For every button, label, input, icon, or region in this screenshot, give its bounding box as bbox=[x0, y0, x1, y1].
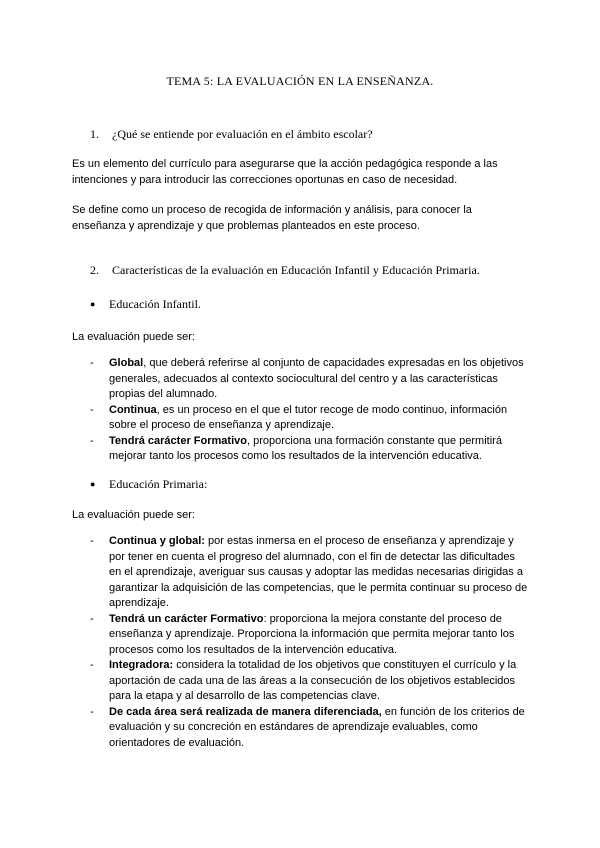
list-item-text: , es un proceso en el que el tutor recoge de modo continuo, información sobre el proceso de enseñanza y aprendizaje. bbox=[109, 403, 508, 431]
primaria-list bbox=[90, 534, 530, 751]
list-item bbox=[90, 705, 530, 752]
list-item-text: por estas inmersa en el proceso de enseñanza y aprendizaje y por tener en cuenta el progreso del alumnado, con el fin de detectar las dificultades en el aprendizaje, averiguar sus causas y adoptar las medidas necesarias dirigidas a garantizar la adquisición de las competencias, que le permita continuar su proceso de aprendizaje. bbox=[109, 535, 528, 609]
infantil-heading-text: Educación Infantil. bbox=[109, 297, 201, 311]
list-item-bold: Tendrá carácter Formativo bbox=[109, 434, 247, 447]
list-item bbox=[90, 434, 530, 465]
dash-icon: - bbox=[90, 659, 94, 671]
section-1-paragraph-1: Es un elemento del currículo para asegurarse que la acción pedagógica responde a las intenciones y para introducir las correcciones oportunas en caso de necesidad. bbox=[72, 158, 498, 186]
bullet-icon: ● bbox=[90, 479, 96, 489]
list-item bbox=[90, 658, 530, 705]
infantil-list bbox=[90, 356, 530, 465]
list-item-text: : proporciona la mejora constante del proceso de enseñanza y aprendizaje. Proporciona la información que permita mejorar tanto los procesos como los resultados de la intervención educativa. bbox=[109, 612, 515, 656]
section-2-heading bbox=[90, 263, 480, 278]
infantil-heading bbox=[90, 297, 201, 312]
list-item-text: en función de los criterios de evaluación y su concreción en estándares de aprendizaje evaluables, como orientadores de evaluación. bbox=[109, 705, 525, 749]
list-item-bold: Global bbox=[109, 357, 144, 369]
list-item-bold: Integradora: bbox=[109, 659, 174, 671]
section-2-heading-text: Características de la evaluación en Educación Infantil y Educación Primaria. bbox=[112, 263, 480, 277]
section-2-number: 2. bbox=[90, 263, 99, 277]
dash-icon: - bbox=[90, 434, 94, 447]
section-1-heading bbox=[90, 127, 373, 142]
section-1-heading-text: ¿Qué se entiende por evaluación en el ámbito escolar? bbox=[112, 127, 373, 141]
list-item bbox=[90, 356, 530, 403]
section-1-number: 1. bbox=[90, 127, 99, 141]
list-item-bold: Continua y global: bbox=[109, 535, 205, 547]
dash-icon: - bbox=[90, 705, 94, 718]
primaria-heading bbox=[90, 477, 207, 492]
list-item-text: , que deberá referirse al conjunto de capacidades expresadas en los objetivos generales, adecuados al contexto sociocultural del centro y a las características propias del alumnado. bbox=[109, 357, 524, 400]
dash-icon: - bbox=[90, 403, 94, 416]
list-item-text: considera la totalidad de los objetivos que constituyen el currículo y la aportación de cada una de las áreas a la consecución de los objetivos establecidos para la etapa y al desarrollo de las competencias clave. bbox=[109, 659, 517, 702]
document-title: TEMA 5: LA EVALUACIÓN EN LA ENSEÑANZA. bbox=[166, 74, 434, 88]
list-item bbox=[90, 534, 530, 612]
primaria-heading-text: Educación Primaria: bbox=[109, 477, 208, 491]
list-item-bold: De cada área será realizada de manera diferenciada, bbox=[109, 705, 382, 718]
dash-icon: - bbox=[90, 357, 94, 369]
infantil-intro: La evaluación puede ser: bbox=[72, 331, 195, 343]
list-item bbox=[90, 403, 530, 434]
bullet-icon: ● bbox=[90, 299, 96, 309]
dash-icon: - bbox=[90, 535, 94, 547]
list-item-text: , proporciona una formación constante que permitirá mejorar tanto los procesos como los resultados de la intervención educativa. bbox=[109, 434, 502, 462]
dash-icon: - bbox=[90, 612, 94, 625]
primaria-intro: La evaluación puede ser: bbox=[72, 509, 195, 521]
list-item bbox=[90, 612, 530, 659]
section-1-paragraph-2: Se define como un proceso de recogida de información y análisis, para conocer la enseñanza y aprendizaje y que problemas planteados en este proceso. bbox=[72, 204, 472, 232]
list-item-bold: Tendrá un carácter Formativo bbox=[109, 612, 264, 625]
list-item-bold: Continua bbox=[109, 403, 157, 416]
